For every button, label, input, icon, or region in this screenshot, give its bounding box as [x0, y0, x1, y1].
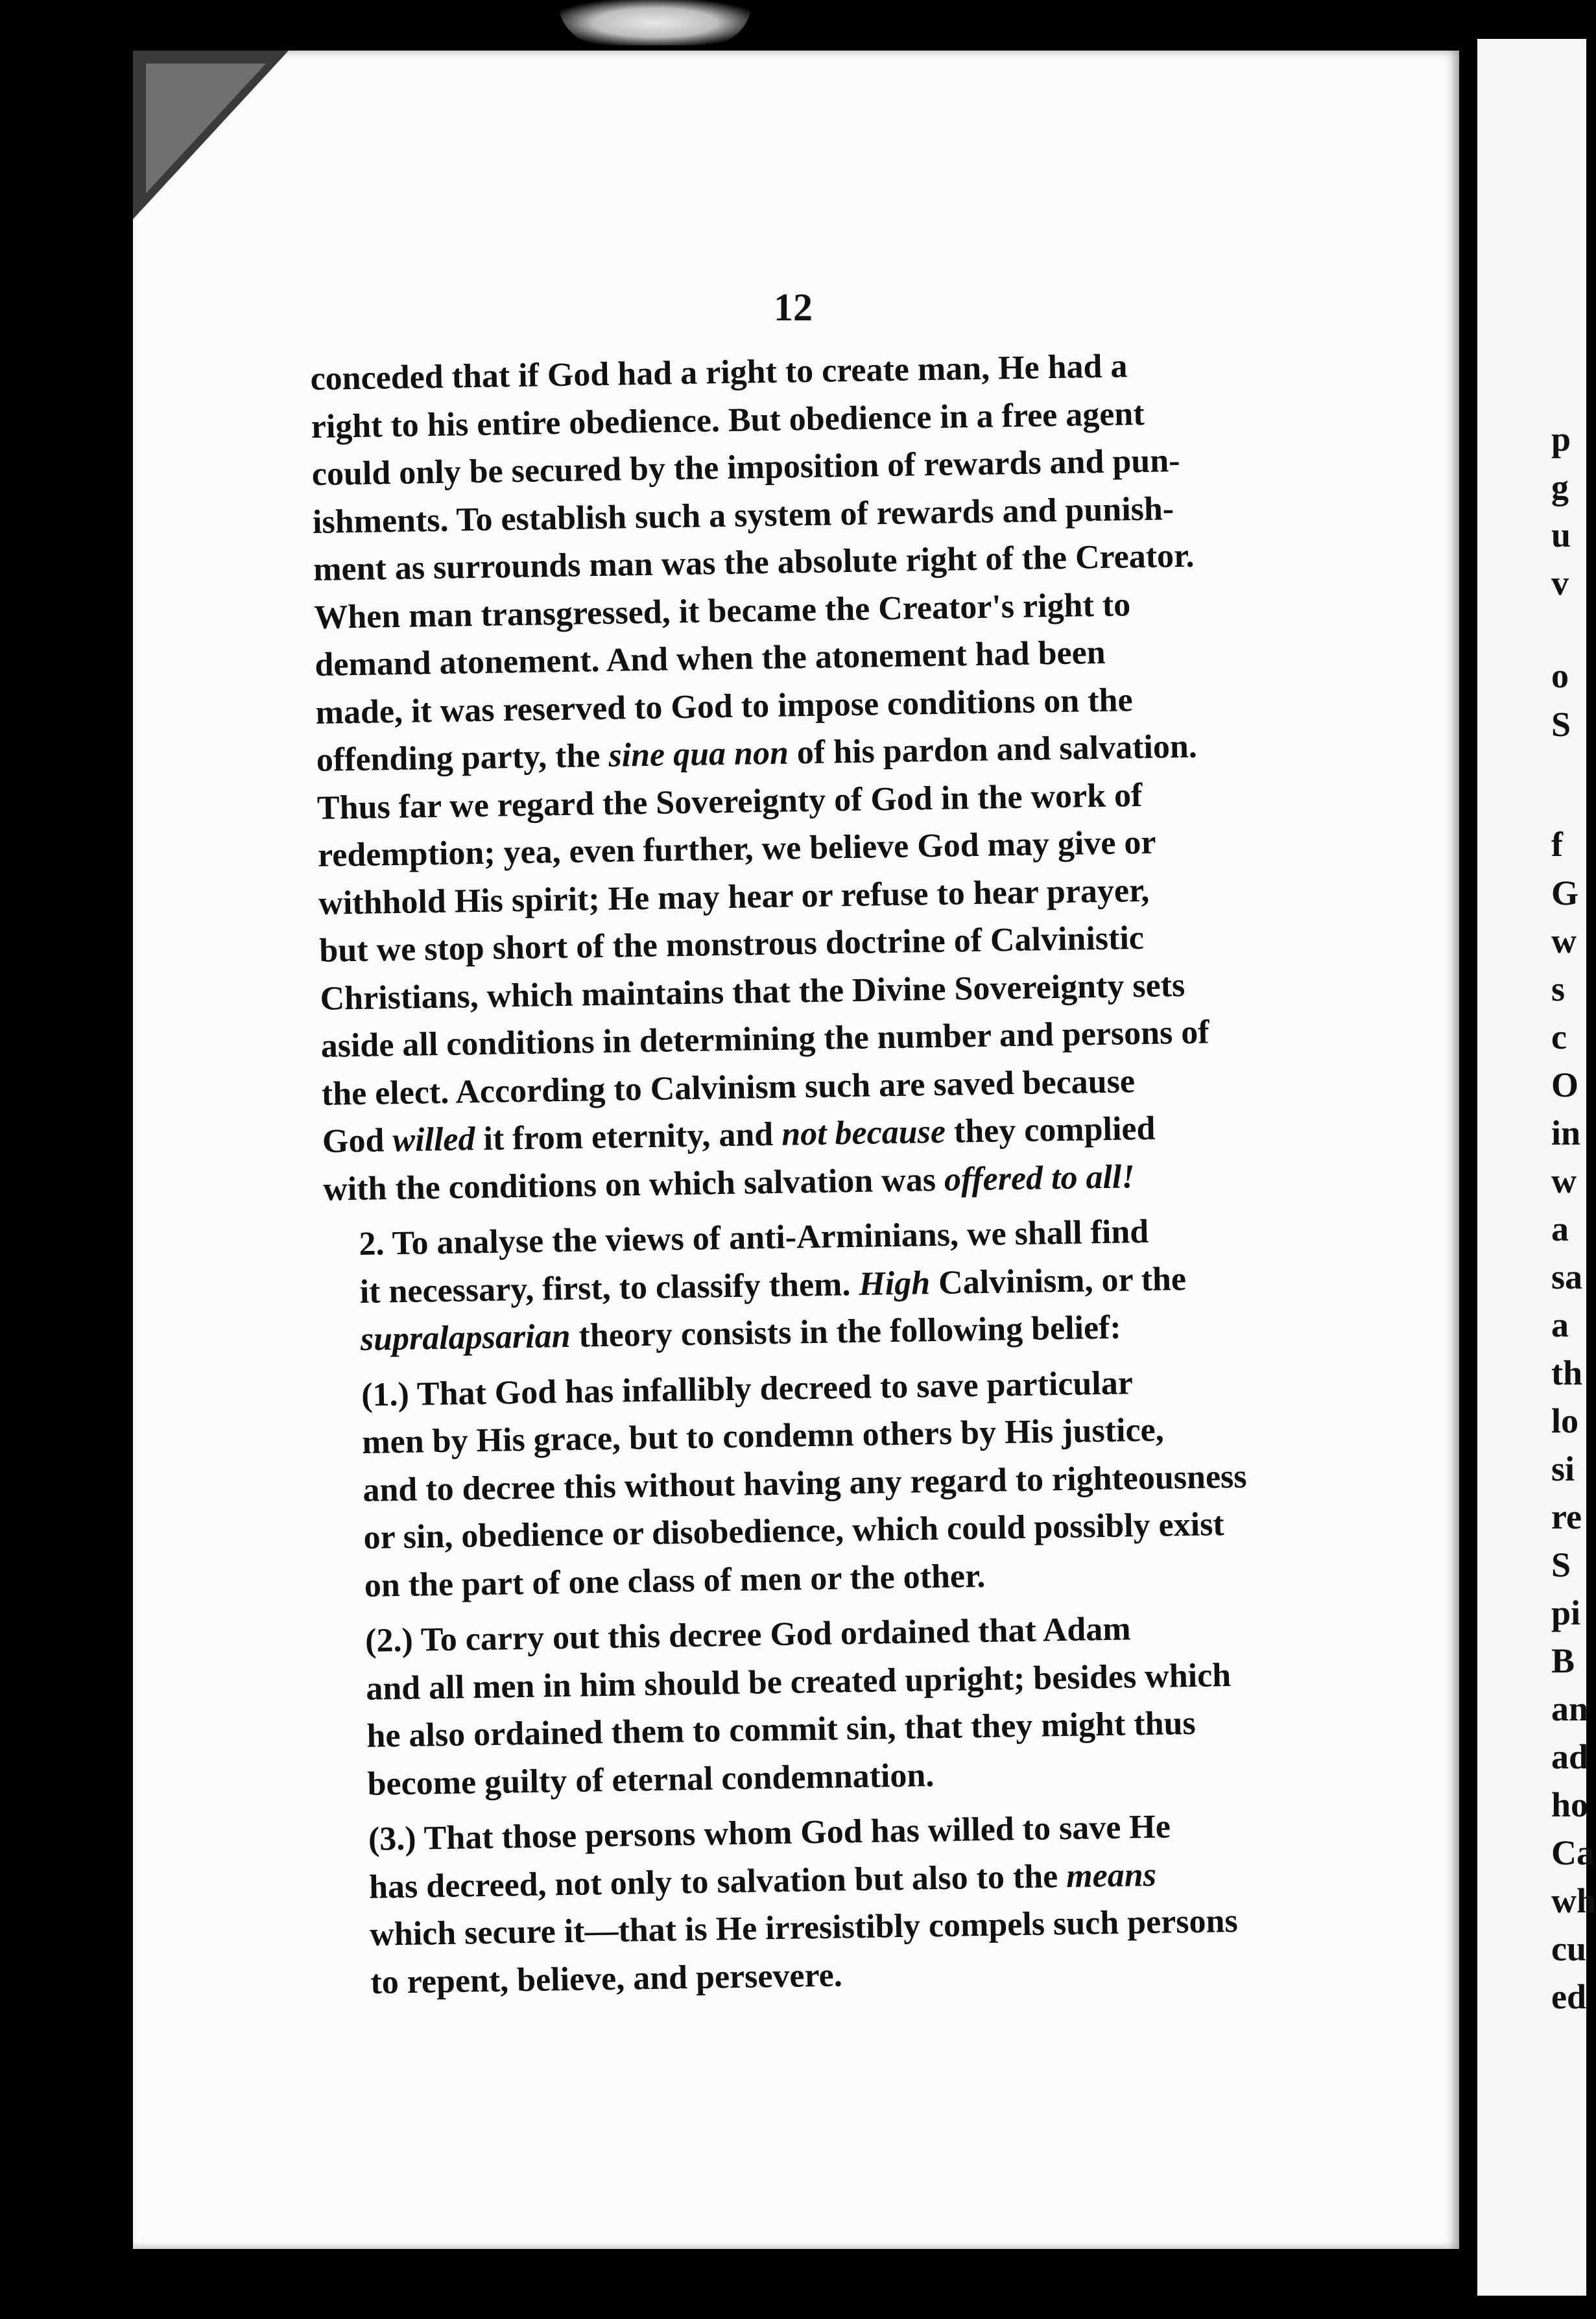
text-span: and all men in him should be created upright; besides which — [365, 1656, 1232, 1707]
edge-letter: Ca — [1551, 1833, 1594, 1872]
edge-letter: f — [1551, 825, 1563, 864]
text-span: ment as surrounds man was the absolute right of the Creator. — [313, 537, 1195, 588]
text-span: Thus far we regard the Sovereignty of God in the work of — [316, 776, 1143, 827]
edge-letter: S — [1551, 705, 1571, 744]
text-span: on the part of one class of men or the other. — [364, 1557, 986, 1604]
edge-letter: p — [1551, 420, 1571, 458]
italic-text: offered to all! — [944, 1158, 1136, 1198]
edge-letter: si — [1551, 1449, 1575, 1488]
text-span: (1.) That God has infallibly decreed to save particular — [361, 1364, 1134, 1414]
text-span: right to his entire obedience. But obedience in a free agent — [311, 395, 1145, 446]
edge-letter: th — [1551, 1353, 1583, 1392]
text-span: (3.) That those persons whom God has willed to save He — [368, 1808, 1171, 1858]
text-span: and to decree this without having any regard to righteousness — [363, 1458, 1247, 1509]
page-gutter — [1459, 39, 1477, 2263]
text-span: of his pardon and salvation. — [788, 728, 1198, 772]
italic-text: supralapsarian — [360, 1317, 571, 1358]
text-span: which secure it—that is He irresistibly compels such persons — [369, 1902, 1239, 1953]
text-span: ishments. To establish such a system of rewards and punish- — [312, 490, 1174, 541]
text-span: demand atonement. And when the atonement had been — [315, 634, 1106, 684]
text-span: men by His grace, but to condemn others by His justice, — [361, 1411, 1165, 1461]
edge-letter: pi — [1551, 1593, 1581, 1632]
paragraph — [326, 1356, 1342, 1610]
text-span: but we stop short of the monstrous doctrine of Calvinistic — [318, 919, 1145, 969]
text-span: (2.) To carry out this decree God ordained that Adam — [364, 1610, 1132, 1659]
text-span: Calvinism, or the — [929, 1260, 1187, 1302]
text-span: it necessary, first, to classify them. — [359, 1265, 859, 1311]
text-span: become guilty of eternal condemnation. — [367, 1756, 935, 1803]
text-span: with the conditions on which salvation was — [322, 1161, 945, 1208]
text-span: redemption; yea, even further, we believe God may give or — [317, 824, 1156, 874]
edge-letter: g — [1551, 468, 1569, 506]
text-span: they complied — [945, 1110, 1156, 1150]
edge-letter: u — [1551, 516, 1571, 554]
text-span: made, it was reserved to God to impose conditions on the — [315, 681, 1133, 731]
edge-letter: ed — [1551, 1977, 1586, 2016]
body-text — [310, 339, 1348, 2014]
text-span: it from eternity, and — [475, 1115, 782, 1158]
edge-letter: G — [1551, 874, 1579, 912]
text-span: aside all conditions in determining the number and persons of — [320, 1014, 1210, 1065]
paragraph — [333, 1800, 1347, 2006]
edge-letter: S — [1551, 1545, 1571, 1584]
edge-letter: O — [1551, 1065, 1579, 1104]
edge-letter: ad — [1551, 1737, 1589, 1776]
edge-letter: a — [1551, 1209, 1569, 1248]
text-span: or sin, obedience or disobedience, which could possibly exist — [363, 1506, 1225, 1556]
edge-letter: lo — [1551, 1401, 1579, 1440]
edge-letter: w — [1551, 922, 1577, 960]
page-number: 12 — [774, 286, 813, 329]
edge-letter: re — [1551, 1497, 1582, 1536]
edge-letter: c — [1551, 1017, 1567, 1056]
paragraph — [310, 339, 1335, 1213]
edge-letter: in — [1551, 1113, 1581, 1152]
text-span: he also ordained them to commit sin, that they might thus — [366, 1704, 1197, 1755]
paragraph — [324, 1205, 1337, 1364]
text-span: theory consists in the following belief: — [570, 1309, 1122, 1355]
edge-letter: sa — [1551, 1257, 1583, 1296]
italic-text: willed — [392, 1121, 475, 1160]
edge-letter: B — [1551, 1641, 1575, 1680]
edge-letter: w — [1551, 1161, 1577, 1200]
edge-letter: a — [1551, 1305, 1569, 1344]
text-span: the elect. According to Calvinism such are saved because — [321, 1062, 1136, 1113]
edge-letter: cu — [1551, 1929, 1586, 1968]
text-span: 2. To analyse the views of anti-Arminians, we shall find — [359, 1213, 1149, 1263]
text-span: Christians, which maintains that the Divine Sovereignty sets — [320, 966, 1185, 1017]
edge-letter: v — [1551, 564, 1569, 602]
text-span: God — [322, 1122, 393, 1160]
text-span: could only be secured by the imposition of rewards and pun- — [311, 442, 1180, 493]
text-span: to repent, believe, and persevere. — [370, 1956, 843, 2001]
paragraph — [330, 1602, 1344, 1808]
edge-letter: wh — [1551, 1881, 1596, 1920]
italic-text: not because — [781, 1113, 946, 1153]
italic-text: means — [1066, 1856, 1157, 1895]
edge-letter: s — [1551, 969, 1566, 1008]
scan-blot — [558, 0, 752, 45]
text-span: offending party, the — [316, 737, 609, 779]
italic-text: sine qua non — [608, 734, 789, 774]
text-span: conceded that if God had a right to create man, He had a — [310, 348, 1128, 398]
edge-letter: ho — [1551, 1785, 1589, 1824]
italic-text: High — [858, 1264, 931, 1303]
text-span: When man transgressed, it became the Creator's right to — [313, 586, 1131, 636]
edge-letter: o — [1551, 656, 1569, 695]
edge-letter: an — [1551, 1689, 1589, 1728]
folded-corner-highlight — [146, 64, 266, 193]
text-span: withhold His spirit; He may hear or refuse to hear prayer, — [318, 872, 1150, 922]
text-span: has decreed, not only to salvation but also to the — [368, 1857, 1067, 1906]
